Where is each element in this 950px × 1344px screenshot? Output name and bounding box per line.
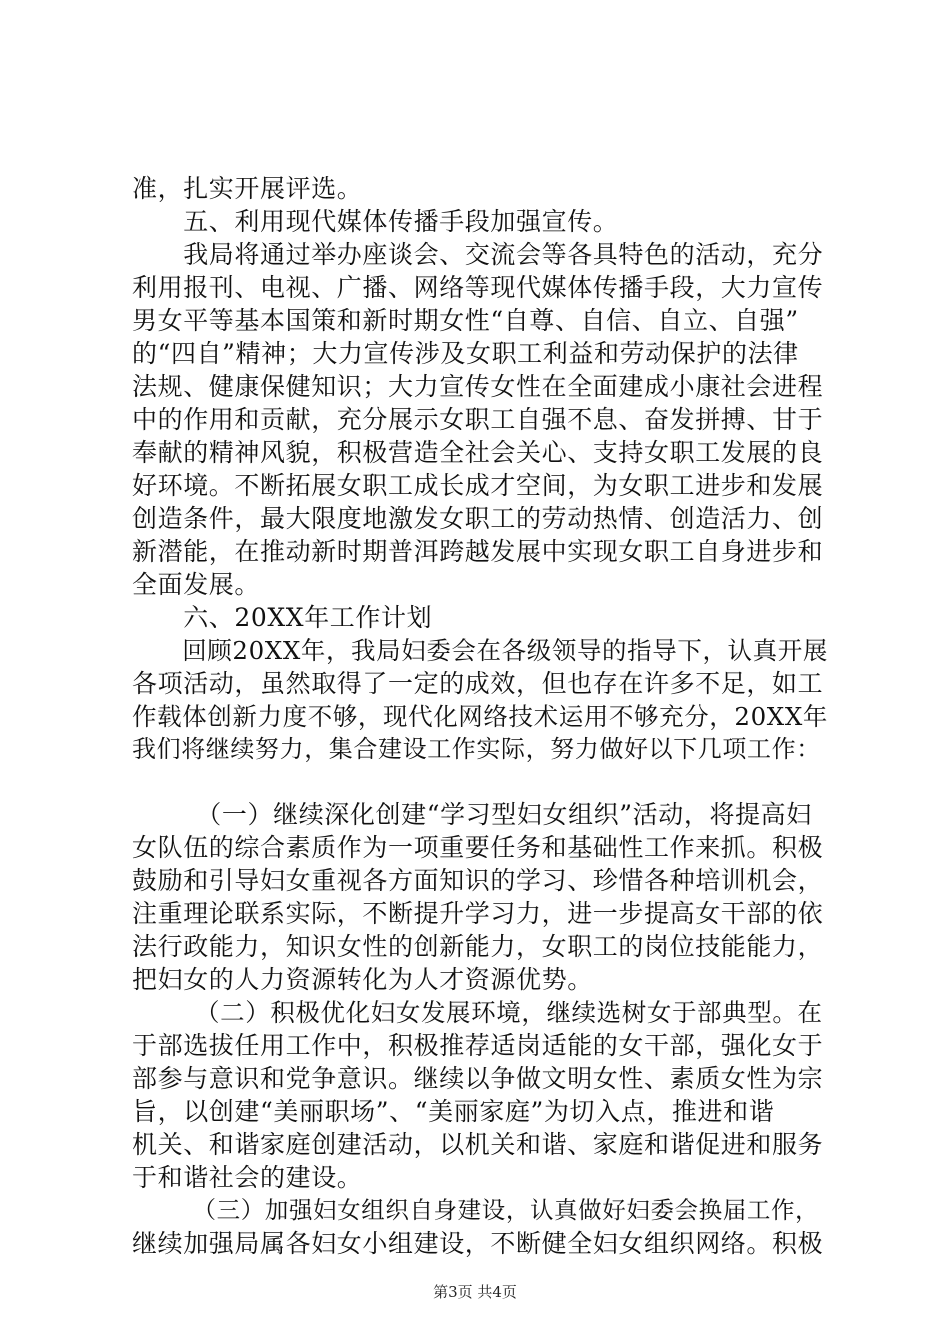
text-line: 我们将继续努力，集合建设工作实际，努力做好以下几项工作：: [132, 735, 821, 763]
text-line: 利用报刊、电视、广播、网络等现代媒体传播手段，大力宣传: [132, 273, 824, 302]
list-item-heading: （二）积极优化妇女发展环境，继续选树女于部典型。在: [132, 998, 823, 1027]
text-line: 部参与意识和党争意识。继续以争做文明女性、素质女性为宗: [132, 1064, 824, 1093]
text-line: 创造条件，最大限度地激发女职工的劳动热情、创造活力、创: [132, 504, 824, 533]
text-line: 回顾20XX年，我局妇委会在各级领导的指导下，认真开展: [132, 636, 828, 665]
text-line: 准，扎实开展评选。: [132, 174, 363, 203]
text-line: 的“四自”精神；大力宣传涉及女职工利益和劳动保护的法律: [132, 339, 799, 368]
list-item-heading: （三）加强妇女组织自身建设，认真做好妇委会换届工作，: [132, 1196, 820, 1224]
text-line: 把妇女的人力资源转化为人才资源优势。: [132, 965, 593, 994]
section-heading: 六、20XX年工作计划: [132, 603, 433, 632]
text-line: 法行政能力，知识女性的创新能力，女职工的岗位技能能力，: [132, 932, 824, 961]
text-line: 注重理论联系实际，不断提升学习力，进一步提高女干部的依: [132, 899, 824, 928]
text-line: 女队伍的综合素质作为一项重要任务和基础性工作来抓。积极: [132, 833, 824, 862]
text-line: 全面发展。: [132, 570, 261, 599]
text-line: 继续加强局属各妇女小组建设，不断健全妇女组织网络。积极: [132, 1229, 824, 1258]
text-line: 法规、健康保健知识；大力宣传女性在全面建成小康社会进程: [132, 372, 824, 401]
text-line: 男女平等基本国策和新时期女性“自尊、自信、自立、自强”: [132, 306, 799, 335]
text-line: 于和谐社会的建设。: [132, 1163, 363, 1192]
section-heading: 五、利用现代媒体传播手段加强宣传。: [132, 207, 619, 236]
text-line: 奉献的精神风貌，积极营造全社会关心、支持女职工发展的良: [132, 438, 824, 467]
text-line: 各项活动，虽然取得了一定的成效，但也存在许多不足，如工: [132, 669, 824, 698]
text-line: 旨，以创建“美丽职场”、“美丽家庭”为切入点，推进和谐: [132, 1097, 775, 1126]
text-line: 我局将通过举办座谈会、交流会等各具特色的活动，充分: [132, 240, 824, 269]
text-line: 鼓励和引导妇女重视各方面知识的学习、珍惜各种培训机会，: [132, 866, 824, 895]
list-item-heading: （一）继续深化创建“学习型妇女组织”活动，将提高妇: [132, 800, 812, 829]
text-line: 于部选拔任用工作中，积极推荐适岗适能的女干部，强化女于: [132, 1031, 824, 1060]
text-line: 好环境。不断拓展女职工成长成才空间，为女职工进步和发展: [132, 471, 824, 500]
page-number-footer: 第3页 共4页: [433, 1283, 517, 1301]
text-line: 中的作用和贡献，充分展示女职工自强不息、奋发拼搏、甘于: [132, 405, 824, 434]
text-line: 作载体创新力度不够，现代化网络技术运用不够充分，20XX年: [132, 702, 828, 731]
text-line: 机关、和谐家庭创建活动，以机关和谐、家庭和谐促进和服务: [132, 1130, 824, 1159]
text-line: 新潜能，在推动新时期普洱跨越发展中实现女职工自身进步和: [132, 537, 824, 566]
